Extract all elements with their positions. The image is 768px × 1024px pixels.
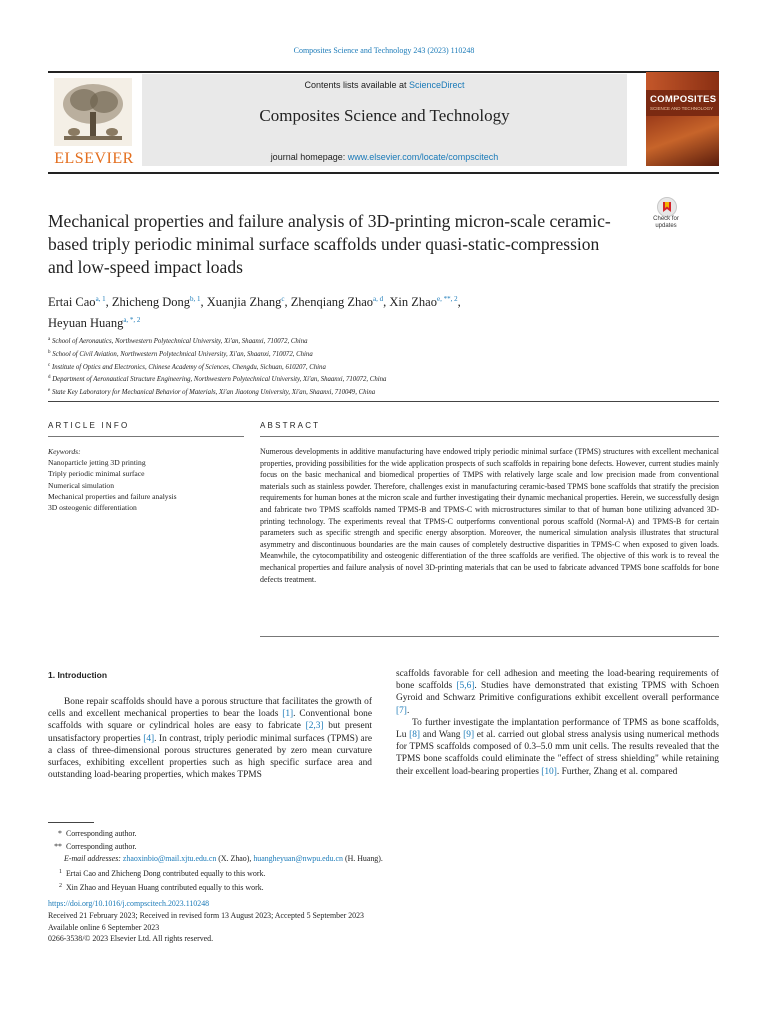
intro-paragraph-1: Bone repair scaffolds should have a porous structure that facilitates the growth of cells and excellent mechanical properties to bear the loads [1]. Conventional bone scaffolds with square or cylindrical holes are easy to fabricate [2,3] but present unsatisfactory properties [4]. In contrast, triply periodic minimal surfaces (TPMS) are a class of three-dimensional porous structures generated by zero mean curvature surfaces, exhibiting excellent properties such as high specific surface area and outstanding load-bearing properties, which makes TPMS — [48, 697, 372, 781]
doi-link[interactable]: https://doi.org/10.1016/j.compscitech.2023.110248 — [48, 899, 210, 908]
email-link[interactable]: huangheyuan@nwpu.edu.cn — [253, 854, 343, 864]
citation-link[interactable]: [8] — [409, 730, 421, 741]
cover-title: COMPOSITES — [650, 94, 717, 105]
homepage-link[interactable]: www.elsevier.com/locate/compscitech — [347, 152, 499, 162]
author-affil-marker[interactable]: e, **, 2 — [436, 295, 458, 303]
keyword: Mechanical properties and failure analysis — [48, 491, 177, 501]
article-info-heading: ARTICLE INFO — [48, 421, 130, 430]
journal-title: Composites Science and Technology — [259, 106, 510, 125]
check-updates-icon — [657, 197, 677, 217]
author-name[interactable]: Xin Zhao — [389, 295, 437, 309]
author-name[interactable]: Ertai Cao — [48, 295, 96, 309]
footnote-1: 1 Ertai Cao and Zhicheng Dong contributed equally to this work. — [59, 868, 266, 878]
author-affil-marker[interactable]: b, 1 — [190, 295, 201, 303]
abstract-bottom-rule — [260, 636, 719, 637]
author-affil-marker[interactable]: a, d — [373, 295, 384, 303]
author-name[interactable]: Xuanjia Zhang — [206, 295, 282, 309]
author-affil-marker[interactable]: c — [281, 295, 285, 303]
author-list: Ertai Cao$^{a, 1}$, Zhicheng Dong$^{b, 1}$, Xuanjia Zhang$^c$, Zhenqiang Zhao$^{a, d}$, Xin Zhao$^{e, **, 2}$, Heyuan Huang$^{a, *, 2}$ — [48, 295, 461, 330]
elsevier-tree-icon — [54, 78, 132, 146]
contents-line — [142, 80, 627, 90]
section-divider — [48, 401, 719, 402]
abstract-heading: ABSTRACT — [260, 421, 321, 430]
keywords-block — [48, 446, 248, 513]
footnotes — [48, 828, 548, 895]
author-name[interactable]: Zhenqiang Zhao — [290, 295, 374, 309]
affiliation: $^a$ School of Aeronautics, Northwestern Polytechnical University, Xi'an, Shaanxi, 710072, China — [48, 337, 308, 345]
email-link[interactable]: zhaoxinbio@mail.xjtu.edu.cn — [122, 854, 217, 864]
cover-subtitle: SCIENCE AND TECHNOLOGY — [650, 106, 714, 111]
journal-cover-image[interactable] — [646, 72, 719, 166]
intro-paragraph-2: To further investigate the implantation performance of TPMS as bone scaffolds, Lu [8] and Wang [9] et al. carried out global stress analysis using numerical methods for TPMS scaffolds composed of 0.3–5.0 mm unit cells. The results revealed that the TPMS bone scaffolds could eliminate the "effect of stress shielding" while retaining their excellent load-bearing properties [10]. Further, Zhang et al. compared — [396, 717, 720, 777]
affiliation: $^c$ Institute of Optics and Electronics, Chinese Academy of Sciences, Chengdu, Sichuan, 610207, China — [48, 362, 326, 371]
footnote-2: 2 Xin Zhao and Heyuan Huang contributed equally to this work. — [59, 883, 264, 893]
footnote-corresponding-2: ** Corresponding author. — [54, 841, 137, 851]
header-bottom-rule — [48, 172, 719, 174]
sciencedirect-link[interactable]: ScienceDirect — [409, 80, 465, 90]
journal-homepage — [142, 152, 627, 162]
keyword: Triply periodic minimal surface — [48, 469, 145, 479]
contents-prefix: Contents lists available at — [304, 80, 410, 90]
footnote-rule — [48, 822, 94, 823]
keyword: 3D osteogenic differentiation — [48, 503, 137, 513]
journal-reference[interactable]: Composites Science and Technology 243 (2023) 110248 — [293, 46, 475, 55]
author-affil-marker[interactable]: a, *, 2 — [123, 316, 141, 324]
publication-info — [48, 898, 548, 945]
keywords-label: Keywords: — [48, 447, 81, 456]
affiliation-list — [48, 335, 688, 399]
cover-artwork — [646, 116, 719, 166]
cover-top-band — [646, 72, 719, 90]
top-rule — [48, 71, 719, 73]
copyright: 0266-3538/© 2023 Elsevier Ltd. All rights reserved. — [48, 934, 214, 944]
affiliation: $^d$ Department of Aeronautical Structure Engineering, Northwestern Polytechnical University, Xi'an, Shaanxi, 710072, China — [48, 375, 387, 384]
intro-column-2 — [396, 668, 719, 778]
keyword: Nanoparticle jetting 3D printing — [48, 458, 146, 468]
citation-link[interactable]: [4] — [143, 733, 155, 744]
homepage-prefix: journal homepage: — [270, 152, 348, 162]
citation-link[interactable]: [7] — [396, 705, 407, 716]
affiliation: $^e$ State Key Laboratory for Mechanical Behavior of Materials, Xi'an Jiaotong University, Xi'an, Shaanxi, 710049, China — [48, 388, 376, 397]
author-name[interactable]: Zhicheng Dong — [111, 295, 191, 309]
section-heading-introduction: 1. Introduction — [48, 670, 108, 680]
abstract-rule — [260, 436, 719, 437]
check-updates-label: Check for updates — [653, 216, 679, 229]
citation-link[interactable]: [9] — [463, 730, 475, 741]
author-affil-marker[interactable]: a, 1 — [95, 295, 106, 303]
footnote-emails: E-mail addresses: zhaoxinbio@mail.xjtu.edu.cn (X. Zhao), huangheyuan@nwpu.edu.cn (H. Huang). — [64, 854, 383, 864]
citation-link[interactable]: [5,6] — [456, 681, 475, 692]
received-dates: Received 21 February 2023; Received in revised form 13 August 2023; Accepted 5 September 2023 — [48, 910, 364, 920]
citation-link[interactable]: [2,3] — [305, 721, 324, 732]
intro-paragraph-continued: scaffolds favorable for cell adhesion and meeting the load-bearing requirements of bone scaffolds [5,6]. Studies have demonstrated that existing TPMS with Schoen Gyroid and Schwarz Primitive configurations exhibit excellent overall performance [7]. — [396, 669, 720, 716]
elsevier-logo[interactable] — [48, 72, 140, 168]
citation-link[interactable]: [1] — [282, 709, 294, 720]
footnote-corresponding-1: * Corresponding author. — [58, 829, 137, 838]
abstract-text: Numerous developments in additive manufacturing have endowed triply periodic minimal surface (TPMS) structures with excellent mechanical properties, providing possibilities for the wide application prospects of such scaffolds in repairing bone defects. However, current studies mainly focus on the basic mechanical and biomedical properties of TMPS with relatively large scale and low precision made from conventional materials such as stainless powder. Therefore, challenges exist in manufacturing ceramic-based TPMS bone scaffolds that stratify the precision requirements for human bones at the micron scale and further investigating their dynamic mechanical properties. Herein, we successfully design and fabricate two TPMS scaffolds named TPMS-B and TPMS-C with microstructures similar to that of human bone utilizing advanced 3D-printing technology. The experiments reveal that TPMS-C outperforms conventional porous scaffold (Normal-A) and TPMS-B for certain parameters such as specific strength and specific energy absorption. Moreover, the numerical simulation analysis illustrates that structural asymmetry and discontinuous boundaries are the main causes of completely destructive disparities in TPMS-C when exposed to given loads. Meanwhile, the cytocompatibility and osteogenic differentiation of the three scaffolds are verified. The objective of this work is to reveal the mechanical properties and failure analysis of novel 3D-printing materials that can be used to fabricate advanced TPMS bone scaffolds for bone defects treatment. — [260, 447, 719, 584]
keyword: Numerical simulation — [48, 480, 115, 490]
citation-link[interactable]: [10] — [541, 766, 557, 777]
check-for-updates-button[interactable] — [648, 197, 684, 235]
available-online: Available online 6 September 2023 — [48, 922, 160, 932]
author-name[interactable]: Heyuan Huang — [48, 316, 124, 330]
article-title: Mechanical properties and failure analysis of 3D-printing micron-scale ceramic-based triply periodic minimal surface scaffolds under quasi-static-compression and low-speed impact loads — [48, 211, 611, 277]
affiliation: $^b$ School of Civil Aviation, Northwestern Polytechnical University, Xi'an, Shaanxi, 710072, China — [48, 349, 313, 358]
article-info-rule — [48, 436, 244, 437]
elsevier-wordmark: ELSEVIER — [54, 150, 134, 167]
